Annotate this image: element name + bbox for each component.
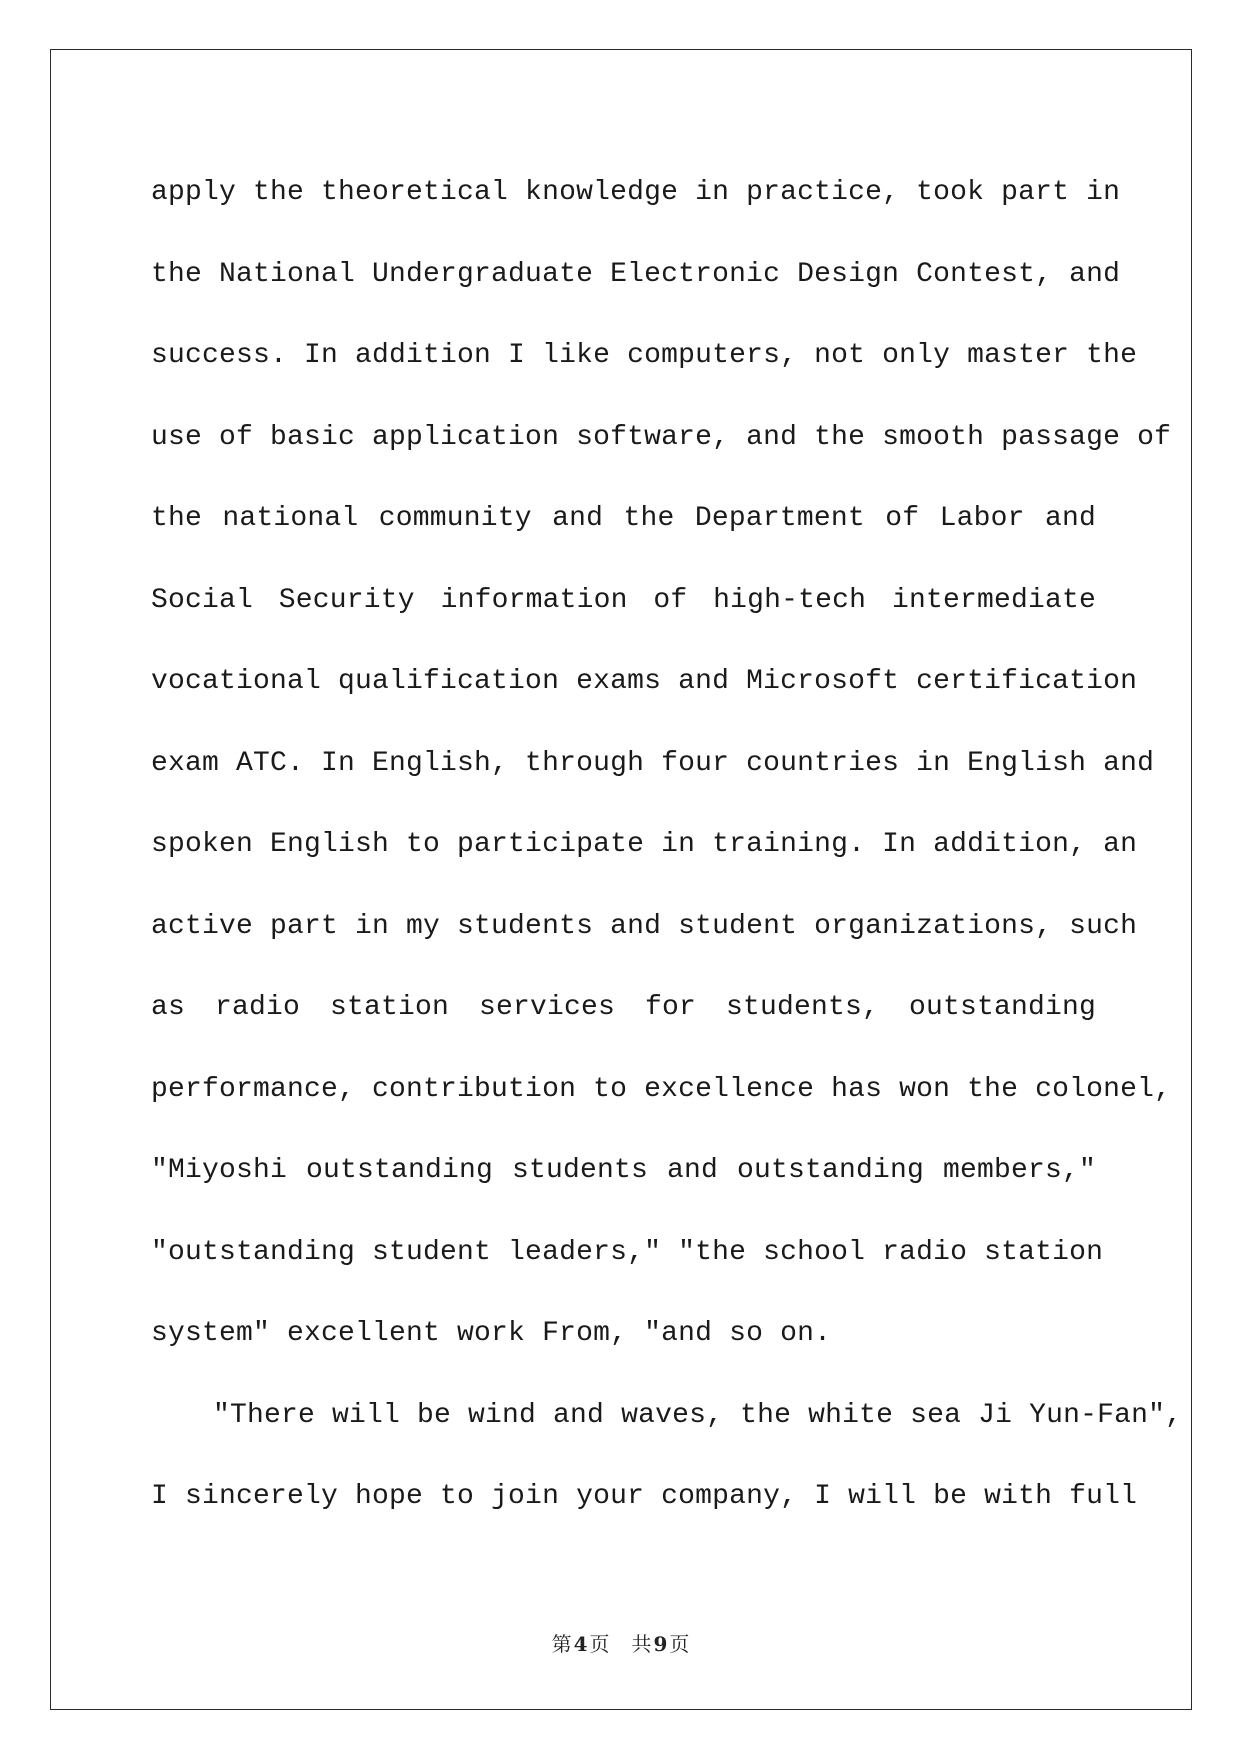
text-line: spoken English to participate in training. In addition, an	[151, 829, 1138, 860]
page-footer	[0, 1628, 1241, 1657]
footer-page-suffix: 页	[589, 1632, 610, 1656]
document-body	[151, 152, 1183, 1538]
footer-prefix: 第	[551, 1632, 572, 1656]
text-line: "Miyoshi outstanding students and outstanding members,"	[151, 1155, 1096, 1186]
footer-total-prefix: 共	[631, 1632, 652, 1656]
text-line: the National Undergraduate Electronic Design Contest, and	[151, 258, 1121, 290]
footer-total-suffix: 页	[669, 1632, 690, 1656]
text-line: success. In addition I like computers, not only master the	[151, 340, 1138, 371]
text-line: Social Security information of high-tech intermediate	[151, 584, 1096, 616]
text-line: "outstanding student leaders," "the school radio station	[151, 1236, 1104, 1268]
text-line: use of basic application software, and the smooth passage of	[151, 421, 1172, 453]
text-line: as radio station services for students, outstanding	[151, 992, 1096, 1023]
text-line: exam ATC. In English, through four countries in English and	[151, 747, 1155, 779]
text-line: vocational qualification exams and Microsoft certification	[151, 666, 1138, 697]
text-line: active part in my students and student organizations, such	[151, 910, 1138, 942]
text-line: performance, contribution to excellence has won the colonel,	[151, 1073, 1172, 1105]
total-page-number: 9	[653, 1632, 668, 1656]
paragraph-first-line: "There will be wind and waves, the white sea Ji Yun-Fan",	[213, 1399, 1183, 1431]
text-line: I sincerely hope to join your company, I will be with full	[151, 1481, 1138, 1512]
text-line: apply the theoretical knowledge in practice, took part in	[151, 177, 1121, 208]
text-line: the national community and the Department of Labor and	[151, 503, 1096, 534]
current-page-number: 4	[573, 1632, 588, 1656]
text-line: system" excellent work From, "and so on.	[151, 1318, 832, 1349]
